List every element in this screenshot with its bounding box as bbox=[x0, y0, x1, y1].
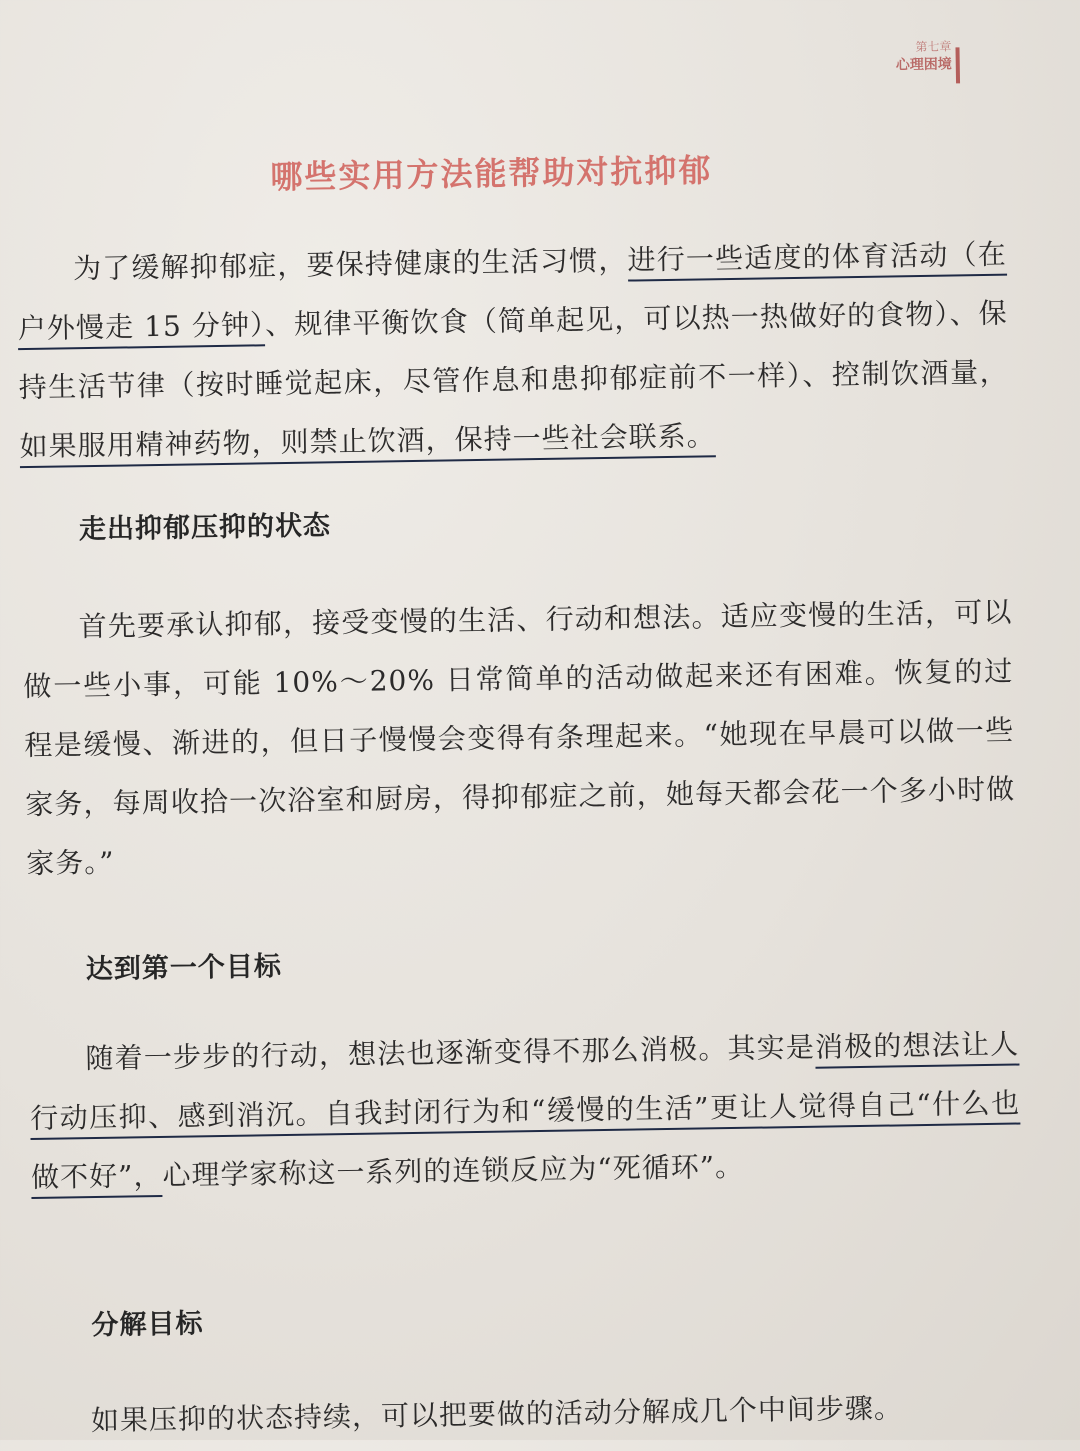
subheading-1: 走出抑郁压抑的状态 bbox=[78, 510, 332, 546]
subheading-3: 分解目标 bbox=[91, 1308, 204, 1342]
p1-text-a: 为了缓解抑郁症，要保持健康的生活习惯， bbox=[72, 243, 628, 286]
p2-text: 首先要承认抑郁，接受变慢的生活、行动和想法。适应变慢的生活，可以做一些小事，可能 10%～20% 日常简单的活动做起来还有困难。恢复的过程是缓慢、渐进的，但日子慢慢会变得有条理起来。“她现在早晨可以做一些家务，每周收拾一次浴室和厨房，得抑郁症之前，她每天都会花一个多小时做家务。” bbox=[23, 595, 1016, 881]
p4-text: 如果压抑的状态持续，可以把要做的活动分解成几个中间步骤。 bbox=[90, 1391, 904, 1438]
running-header bbox=[895, 37, 952, 74]
paragraph-2 bbox=[22, 583, 1017, 894]
paragraph-1 bbox=[16, 225, 1010, 477]
page-title: 哪些实用方法能帮助对抗抑郁 bbox=[270, 151, 713, 197]
subheading-2: 达到第一个目标 bbox=[85, 951, 283, 986]
header-bar bbox=[955, 47, 960, 83]
p1-underlined-1: 进行一些适度的体育活动（在户外慢走 15 分钟） bbox=[18, 238, 1008, 351]
paragraph-3 bbox=[29, 1015, 1022, 1208]
section-label: 心理困境 bbox=[895, 56, 952, 74]
p3-text-b: 心理学家称这一系列的连锁反应为“死循环”。 bbox=[162, 1149, 745, 1192]
chapter-label: 第七章 bbox=[915, 39, 952, 55]
p3-underlined: 消极的想法让人行动压抑、感到消沉。自我封闭行为和“缓慢的生活”更让人觉得自己“什么也做不好”， bbox=[30, 1028, 1020, 1200]
p1-text-b: 、规律平衡饮食（简单起见，可以热一热做好的食物）、保持生活节律（按时睡觉起床，尽管作息和患抑郁症前不一样）、控制饮酒量， bbox=[18, 296, 1009, 405]
p1-underlined-2: 如果服用精神药物，则禁止饮酒，保持一些社会联系。 bbox=[19, 419, 716, 468]
p3-text-a: 随着一步步的行动，想法也逐渐变得不那么消极。其实是 bbox=[85, 1030, 816, 1076]
